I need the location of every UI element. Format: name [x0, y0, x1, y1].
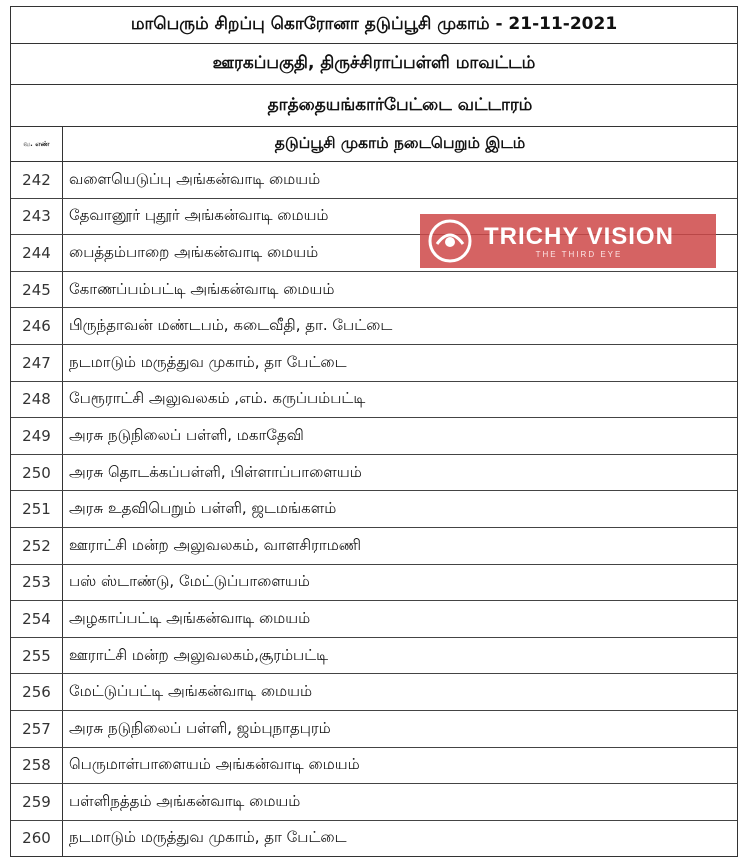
- row-serial-number: 257: [11, 711, 63, 747]
- row-serial-number: 242: [11, 162, 63, 198]
- table-row: [11, 601, 737, 638]
- row-camp-location: பெருமாள்பாளையம் அங்கன்வாடி மையம்: [69, 755, 360, 774]
- table-header-row: [11, 127, 737, 162]
- row-camp-location: அழகாப்பட்டி அங்கன்வாடி மையம்: [69, 608, 311, 627]
- block-heading: தாத்தையங்கார்பேட்டை வட்டாரம்: [11, 85, 737, 127]
- row-camp-location: கோணப்பம்பட்டி அங்கன்வாடி மையம்: [69, 279, 335, 298]
- row-serial-number: 252: [11, 528, 63, 564]
- row-camp-location: பள்ளிநத்தம் அங்கன்வாடி மையம்: [69, 791, 301, 810]
- row-serial-number: 251: [11, 491, 63, 527]
- row-camp-location: அரசு உதவிபெறும் பள்ளி, ஜடமங்களம்: [69, 499, 337, 518]
- row-serial-number: 249: [11, 418, 63, 454]
- table-row: [11, 565, 737, 602]
- table-row: [11, 418, 737, 455]
- table-row: [11, 711, 737, 748]
- row-serial-number: 260: [11, 821, 63, 857]
- row-serial-number: 259: [11, 784, 63, 820]
- table-row: [11, 491, 737, 528]
- trichy-vision-watermark: [420, 214, 716, 268]
- row-serial-number: 258: [11, 748, 63, 784]
- row-camp-location: பேரூராட்சி அலுவலகம் ,எம். கருப்பம்பட்டி: [69, 389, 366, 408]
- row-serial-number: 247: [11, 345, 63, 381]
- table-row: [11, 272, 737, 309]
- table-row: [11, 455, 737, 492]
- table-row: [11, 345, 737, 382]
- column-header-sno: வ. எண்: [11, 127, 63, 161]
- row-camp-location: பைத்தம்பாறை அங்கன்வாடி மையம்: [69, 242, 319, 261]
- row-serial-number: 250: [11, 455, 63, 491]
- row-camp-location: ஊராட்சி மன்ற அலுவலகம், வாளசிராமணி: [69, 535, 362, 554]
- table-row: [11, 748, 737, 785]
- document-title: மாபெரும் சிறப்பு கொரோனா தடுப்பூசி முகாம் - 21-11-2021: [11, 7, 737, 44]
- table-row: [11, 784, 737, 821]
- row-serial-number: 243: [11, 199, 63, 235]
- table-row: [11, 674, 737, 711]
- row-camp-location: பஸ் ஸ்டாண்டு, மேட்டுப்பாளையம்: [69, 572, 310, 591]
- row-serial-number: 244: [11, 235, 63, 271]
- district-subtitle: ஊரகப்பகுதி, திருச்சிராப்பள்ளி மாவட்டம்: [11, 44, 737, 85]
- row-camp-location: நடமாடும் மருத்துவ முகாம், தா பேட்டை: [69, 828, 347, 847]
- watermark-tagline: THE THIRD EYE: [535, 249, 623, 259]
- row-serial-number: 245: [11, 272, 63, 308]
- eye-logo-icon: [420, 214, 480, 268]
- row-serial-number: 253: [11, 565, 63, 601]
- column-header-place: தடுப்பூசி முகாம் நடைபெறும் இடம்: [274, 134, 526, 152]
- table-row: [11, 528, 737, 565]
- watermark-brand: TRICHY VISION: [484, 222, 674, 250]
- table-row: [11, 382, 737, 419]
- row-camp-location: மேட்டுப்பட்டி அங்கன்வாடி மையம்: [69, 682, 313, 701]
- row-serial-number: 254: [11, 601, 63, 637]
- row-camp-location: பிருந்தாவன் மண்டபம், கடைவீதி, தா. பேட்டை: [69, 316, 393, 335]
- row-camp-location: அரசு நடுநிலைப் பள்ளி, மகாதேவி: [69, 425, 304, 444]
- row-serial-number: 246: [11, 308, 63, 344]
- vaccination-camp-table: [10, 6, 738, 857]
- row-camp-location: அரசு தொடக்கப்பள்ளி, பிள்ளாப்பாளையம்: [69, 462, 362, 481]
- row-camp-location: ஊராட்சி மன்ற அலுவலகம்,சூரம்பட்டி: [69, 645, 329, 664]
- row-camp-location: வளையெடுப்பு அங்கன்வாடி மையம்: [69, 169, 321, 188]
- table-row: [11, 821, 737, 857]
- row-serial-number: 255: [11, 638, 63, 674]
- row-serial-number: 256: [11, 674, 63, 710]
- row-camp-location: நடமாடும் மருத்துவ முகாம், தா பேட்டை: [69, 352, 347, 371]
- table-row: [11, 638, 737, 675]
- row-camp-location: தேவானூர் புதூர் அங்கன்வாடி மையம்: [69, 206, 329, 225]
- row-camp-location: அரசு நடுநிலைப் பள்ளி, ஜம்புநாதபுரம்: [69, 718, 331, 737]
- table-row: [11, 308, 737, 345]
- table-row: [11, 162, 737, 199]
- row-serial-number: 248: [11, 382, 63, 418]
